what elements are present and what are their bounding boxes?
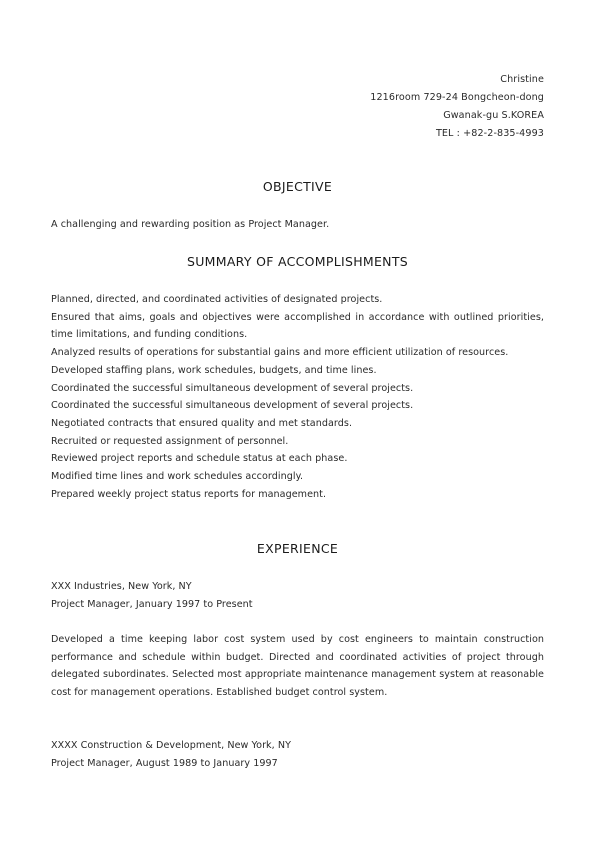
- objective-text: [51, 216, 544, 234]
- list-item: Ensured that aims, goals and objectives were accomplished in accordance with outlined priorities, time limitations, and funding conditions.: [51, 311, 544, 341]
- job-title: Project Manager, August 1989 to January 1997: [51, 757, 278, 769]
- contact-address-line2: Gwanak-gu S.KOREA: [443, 110, 544, 121]
- objective-line: A challenging and rewarding position as Project Manager.: [51, 219, 330, 230]
- summary-list: [51, 291, 544, 503]
- contact-block: [370, 71, 544, 143]
- list-item: Planned, directed, and coordinated activities of designated projects.: [51, 294, 383, 305]
- contact-phone: TEL : +82-2-835-4993: [435, 128, 544, 139]
- contact-address-line1: 1216room 729-24 Bongcheon-dong: [370, 92, 544, 103]
- job-title: Project Manager, January 1997 to Present: [51, 598, 253, 610]
- job-1-header: [51, 578, 544, 613]
- list-item: Developed staffing plans, work schedules, budgets, and time lines.: [51, 364, 377, 376]
- list-item: Recruited or requested assignment of personnel.: [51, 435, 289, 447]
- job-company: XXXX Construction & Development, New York, NY: [51, 740, 292, 751]
- experience-heading: EXPERIENCE: [256, 541, 339, 556]
- contact-name: Christine: [500, 74, 544, 85]
- list-item: Coordinated the successful simultaneous development of several projects.: [51, 382, 414, 394]
- summary-heading: SUMMARY OF ACCOMPLISHMENTS: [186, 254, 409, 269]
- list-item: Analyzed results of operations for substantial gains and more efficient utilization of resources.: [51, 347, 509, 359]
- list-item: Modified time lines and work schedules accordingly.: [51, 471, 304, 483]
- list-item: Negotiated contracts that ensured quality and met standards.: [51, 417, 353, 429]
- list-item: Reviewed project reports and schedule status at each phase.: [51, 453, 348, 465]
- list-item: Prepared weekly project status reports for management.: [51, 488, 327, 500]
- list-item: Coordinated the successful simultaneous development of several projects.: [51, 400, 414, 412]
- job-company: XXX Industries, New York, NY: [51, 581, 192, 592]
- job-2-header: [51, 737, 544, 772]
- objective-heading: OBJECTIVE: [262, 179, 333, 194]
- job-1-description: Developed a time keeping labor cost system used by cost engineers to maintain construction performance and schedule within budget. Directed and coordinated activities of project through delegated subordinates. Selected most appropriate maintenance management system at reasonable cost for management operations. Established budget control system.: [51, 634, 544, 699]
